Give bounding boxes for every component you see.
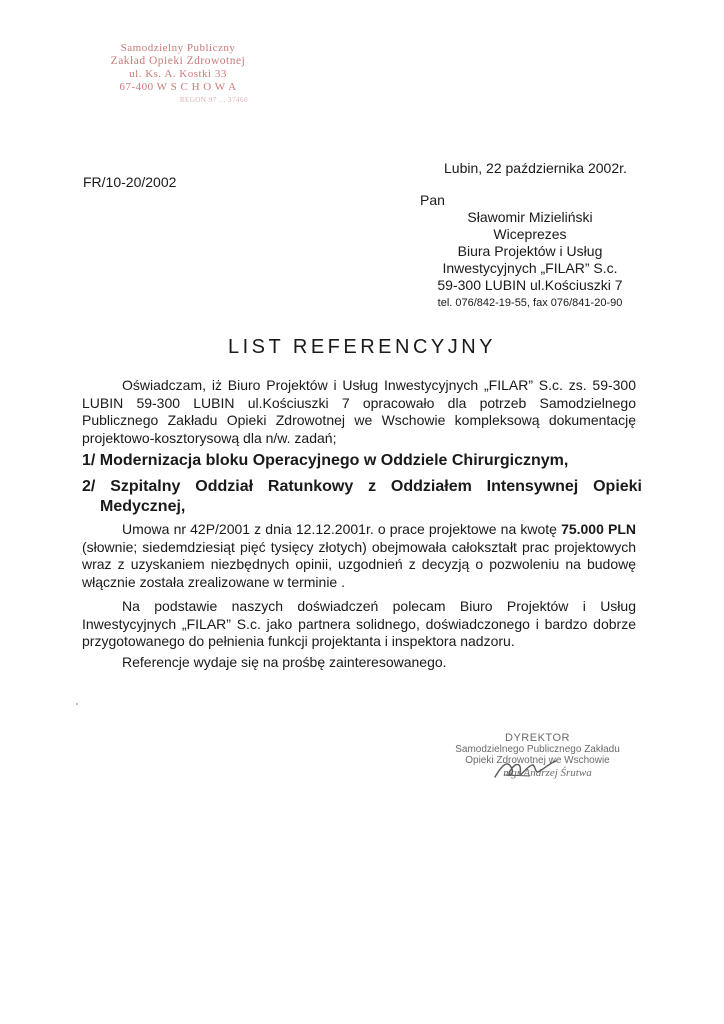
recipient-salutation: Pan bbox=[420, 192, 445, 208]
recipient-org-line-1: Biura Projektów i Usług bbox=[457, 243, 603, 259]
closing-paragraph bbox=[82, 654, 636, 672]
task-item-2-word: Ratunkowy bbox=[267, 478, 354, 495]
task-item-2 bbox=[82, 477, 642, 517]
stamp-line-5: REGON 97 ... 37460 bbox=[179, 96, 248, 104]
contract-text-before: Umowa nr 42P/2001 z dnia 12.12.2001r. o prace projektowe na kwotę bbox=[122, 521, 562, 537]
stamp-line-2: Zakład Opieki Zdrowotnej bbox=[110, 55, 246, 67]
recipient-street-address: 59-300 LUBIN ul.Kościuszki 7 bbox=[437, 277, 623, 293]
task-item-1: 1/ Modernizacja bloku Operacyjnego w Oddziele Chirurgicznym, bbox=[82, 452, 569, 469]
task-item-2-word: z bbox=[368, 478, 377, 495]
document-title: LIST REFERENCYJNY bbox=[227, 336, 497, 358]
recipient-phone-fax: tel. 076/842-19-55, fax 076/841-20-90 bbox=[437, 297, 623, 309]
recipient-address-block bbox=[420, 192, 640, 312]
task-item-2-line-1 bbox=[82, 477, 642, 497]
signatory-name: mgr Andrzej Śrutwa bbox=[503, 767, 592, 779]
contract-amount: 75.000 PLN bbox=[561, 521, 636, 537]
signature-org-line-2: Opieki Zdrowotnej we Wschowie bbox=[465, 755, 610, 766]
letter-date: Lubin, 22 października 2002r. bbox=[444, 160, 627, 176]
task-item-2-word: Intensywnej bbox=[486, 478, 579, 495]
task-item-2-word: 2/ bbox=[82, 478, 96, 495]
recipient-title: Wiceprezes bbox=[493, 226, 567, 242]
task-item-2-continuation: Medycznej, bbox=[100, 498, 186, 515]
signature-role: DYREKTOR bbox=[505, 732, 570, 744]
stamp-line-1: Samodzielny Publiczny bbox=[120, 42, 236, 54]
recommendation-text: Na podstawie naszych doświadczeń polecam Biuro Projektów i Usług Inwestycyjnych „FILAR” S.c. jako partnera solidnego, doświadczonego i bardzo dobrze przygotowanego do pełnienia funkcji projektanta i inspektora nadzoru. bbox=[82, 598, 636, 649]
task-item-2-word: Oddziałem bbox=[390, 478, 472, 495]
stamp-line-4: 67-400 W S C H O W A bbox=[119, 81, 237, 93]
stamp-line-3: ul. Ks. A. Kostki 33 bbox=[129, 68, 227, 80]
institution-stamp bbox=[98, 42, 258, 107]
scan-speck bbox=[76, 703, 78, 705]
task-item-2-word: Szpitalny bbox=[110, 478, 181, 495]
reference-number: FR/10-20/2002 bbox=[83, 174, 177, 190]
recommendation-paragraph bbox=[82, 598, 636, 651]
task-item-2-word: Oddział bbox=[195, 478, 254, 495]
recipient-name: Sławomir Mizieliński bbox=[467, 209, 593, 225]
signature-block bbox=[440, 733, 635, 779]
task-item-2-word: Opieki bbox=[593, 478, 642, 495]
signature-org-line-1: Samodzielnego Publicznego Zakładu bbox=[455, 744, 620, 755]
intro-paragraph bbox=[82, 377, 636, 447]
intro-paragraph-text: Oświadczam, iż Biuro Projektów i Usług Inwestycyjnych „FILAR” S.c. zs. 59-300 LUBIN 59-300 LUBIN ul.Kościuszki 7 opracowało dla potrzeb Samodzielnego Publicznego Zakładu Opieki Zdrowotnej we Wschowie kompleksową dokumentację projektowo-kosztorysową dla n/w. zadań; bbox=[82, 377, 636, 446]
recipient-org-line-2: Inwestycyjnych „FILAR” S.c. bbox=[442, 260, 618, 276]
contract-paragraph bbox=[82, 521, 636, 591]
closing-text: Referencje wydaje się na prośbę zainteresowanego. bbox=[122, 654, 447, 670]
contract-text-after: (słownie; siedemdziesiąt pięć tysięcy złotych) obejmowała całokształt prac projektowych wraz z uzyskaniem niezbędnych opinii, uzgodnień z decyzją o pozwoleniu na budowę włącznie została zrealizowane w terminie . bbox=[82, 538, 636, 590]
handwritten-signature bbox=[490, 755, 560, 785]
